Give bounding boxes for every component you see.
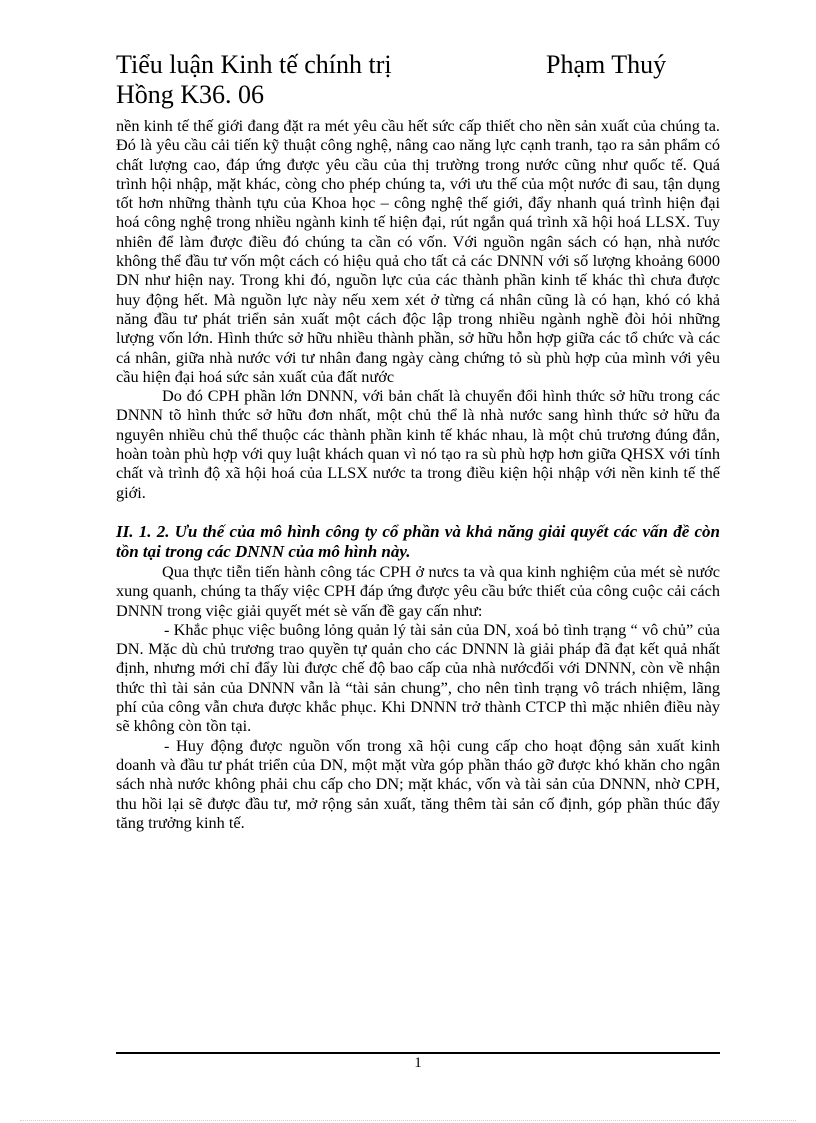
paragraph-3: Qua thực tiễn tiến hành công tác CPH ở nưcs ta và qua kinh nghiệm của mét sè nước xung quanh, chúng ta thấy việc CPH đáp ứng được yêu cầu bức thiết của công cuộc cải cách DNNN trong việc giải quyết mét sè vấn đề gay cấn như: [116, 561, 720, 620]
page-header [116, 50, 720, 110]
list-item-2: - Huy động được nguồn vốn trong xã hội cung cấp cho hoạt động sản xuất kinh doanh và đầu tư phát triển của DN, một mặt vừa góp phần tháo gỡ được khó khăn cho ngân sách nhà nước không phải chu cấp cho DN; mặt khác, vốn và tài sản của DNNN, nhờ CPH, thu hồi lại sẽ được đầu tư, mở rộng sản xuất, tăng thêm tài sản cố định, góp phần thúc đẩy tăng trưởng kinh tế. [116, 735, 720, 832]
header-author: Phạm Thuý [546, 50, 667, 79]
header-title: Tiểu luận Kinh tế chính trị [116, 50, 392, 79]
page-edge-divider [20, 1120, 796, 1121]
page-number: 1 [414, 1055, 422, 1071]
paragraph-2: Do đó CPH phần lớn DNNN, với bản chất là chuyển đổi hình thức sở hữu trong các DNNN tõ hình thức sở hữu đơn nhất, một chủ thể là nhà nước sang hình thức sở hữu đa nguyên nhiều chủ thể thuộc các thành phần kinh tế khác nhau, là một chủ trương đúng đắn, hoàn toàn phù hợp với quy luật khách quan vì nó tạo ra sù phù hợp hơn giữa QHSX với tính chất và trình độ xã hội hoá của LLSX nước ta trong điều kiện hội nhập với nền kinh tế thế giới. [116, 386, 720, 502]
header-author-continued: Hồng K36. 06 [116, 80, 265, 109]
list-item-1: - Khắc phục việc buông lỏng quản lý tài sản của DN, xoá bỏ tình trạng “ vô chủ” của DN. Mặc dù chủ trương trao quyền tự quản cho các DNNN là giải pháp đã đạt kết quả nhất định, nhưng mới chỉ đẩy lùi được chế độ bao cấp của nhà nướcđối với DNNN, còn về nhận thức thì tài sản của DNNN vẫn là “tài sản chung”, cho nên tình trạng vô trách nhiệm, lãng phí của công vẫn chưa được khắc phục. Khi DNNN trở thành CTCP thì mặc nhiên điều này sẽ không còn tồn tại. [116, 619, 720, 736]
footer-divider [116, 1052, 720, 1054]
document-body [116, 116, 720, 832]
section-heading: II. 1. 2. Ưu thế của mô hình công ty cổ phần và khả năng giải quyết các vấn đề còn tồn tại trong các DNNN của mô hình này. [116, 521, 720, 561]
paragraph-1: nền kinh tế thế giới đang đặt ra mét yêu cầu hết sức cấp thiết cho nền sản xuất của chúng ta. Đó là yêu cầu cải tiến kỹ thuật công nghệ, nâng cao năng lực cạnh tranh, tạo ra sản phẩm có chất lượng cao, đáp ứng được yêu cầu của thị trường trong nước cũng như quốc tế. Quá trình hội nhập, mặt khác, còng cho phép chúng ta, với ưu thế của một nước đi sau, tận dụng tốt hơn những thành tựu của Khoa học – công nghệ thế giới, đẩy nhanh quá trình hiện đại hoá công nghệ trong nhiều ngành kinh tế hiện đại, rút ngắn quá trình xã hội hoá LLSX. Tuy nhiên để làm được điều đó chúng ta cần có vốn. Với nguồn ngân sách có hạn, nhà nước không thể đầu tư vốn một cách có hiệu quả cho tất cả các DNNN với số lượng khoảng 6000 DN như hiện nay. Trong khi đó, nguồn lực của các thành phần kinh tế khác thì chưa được huy động hết. Mà nguồn lực này nếu xem xét ở từng cá nhân cũng là có hạn, khó có khả năng đầu tư phát triển sản xuất một cách độc lập trong nhiều ngành nghề đòi hỏi những lượng vốn lớn. Hình thức sở hữu nhiều thành phần, sở hữu hỗn hợp giữa các tổ chức và các cá nhân, giữa nhà nước với tư nhân đang ngày càng chứng tỏ sù phù hợp của mình với yêu cầu hiện đại hoá sức sản xuất của đất nước [116, 116, 720, 386]
